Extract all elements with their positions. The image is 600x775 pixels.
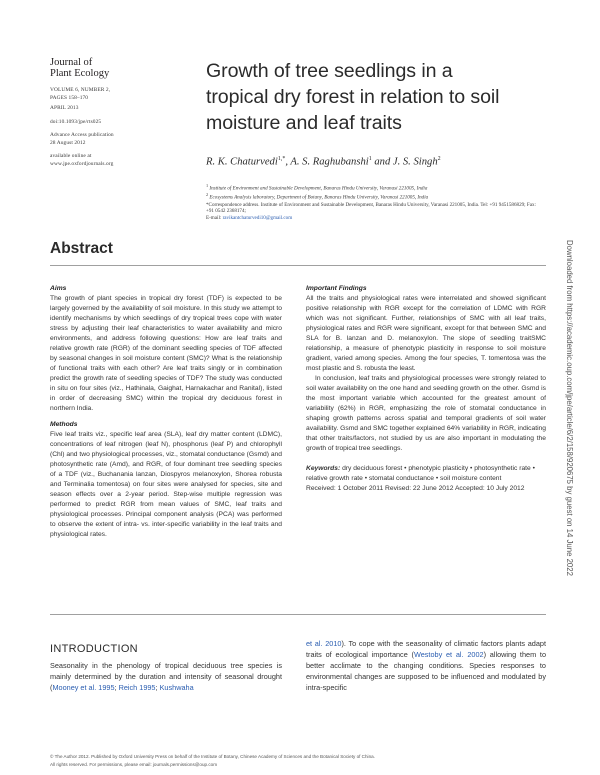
author-3: and J. S. Singh (371, 156, 438, 168)
affiliation-1-sup: 1 (206, 183, 209, 188)
advance-access-label: Advance Access publication (50, 132, 114, 138)
introduction-left (50, 660, 282, 693)
download-watermark (563, 240, 577, 620)
online-label: available online at (50, 153, 92, 159)
abstract-left-column (50, 284, 282, 540)
citation-mooney[interactable]: Mooney et al. 1995 (52, 683, 115, 692)
author-list (206, 156, 441, 168)
copyright-footer (50, 753, 550, 769)
journal-doi: doi:10.1093/jpe/rts025 (50, 118, 102, 125)
methods-text: Five leaf traits viz., specific leaf area (SLA), leaf dry matter content (LDMC), concentrations of leaf nitrogen (leaf N), phosphorus (leaf P) and chlorophyll (Chl) and two physiological processes, viz., stomatal conductance (Gsmd) and photosynthetic rate (Amd), and RGR, of four dominant tree seedling species of a TDF (viz., Buchanania lanzan, Diospyros melanoxylon, Shorea robusta and Terminalia tomentosa) on four sites were analysed for species, site and season effects over a 2-year period. Step-wise multiple regression was performed to predict RGR from mean values of SMC, leaf traits and physiological processes. Principal component analysis (PCA) was performed to observe the extent of intra- vs. inter-specific variability in the leaf traits and physiological rates. (50, 431, 282, 538)
affiliation-2-text: Ecosystems Analysis laboratory, Department of Botany, Banaras Hindu University, Varanasi 221005, India (209, 195, 429, 202)
introduction-right (306, 638, 546, 693)
journal-name-line2: Plant Ecology (50, 68, 110, 79)
author-1-sup: 1, (277, 156, 283, 162)
journal-pages: PAGES 158–170 (50, 94, 89, 101)
affiliation-2 (206, 192, 536, 201)
citation-westoby[interactable]: Westoby et al. 2002 (413, 650, 484, 659)
keywords-list: dry deciduous forest • phenotypic plasticity • photosynthetic rate • relative growth rate • stomatal conductance • soil moisture content (306, 465, 535, 482)
aims-heading: Aims (50, 285, 67, 292)
citation-separator: ; (155, 683, 160, 692)
methods-heading: Methods (50, 421, 78, 428)
intro-text: Seasonality in the phenology of tropical deciduous tree species is mainly determined by the duration and intensity of seasonal drought ( (50, 661, 282, 692)
author-3-sup: 2 (437, 156, 441, 162)
email-line (206, 215, 536, 222)
correspondence: *Correspondence address. Institute of Environment and Sustainable Development, Banaras Hindu University, Varanasi 221005, India. Tel: +91 9451586829; Fax: +91 0542 2368174; (206, 201, 536, 215)
permissions-line: All rights reserved. For permissions, please email: journals.permissions@oup.com (50, 762, 218, 767)
author-2: , A. S. Raghubanshi (285, 156, 369, 168)
author-1-star[interactable]: * (282, 156, 286, 162)
citation-kushwaha[interactable]: Kushwaha (159, 683, 194, 692)
abstract-right-column (306, 284, 546, 494)
copyright-line: © The Author 2012. Published by Oxford University Press on behalf of the Institute of Botany, Chinese Academy of Sciences and the Botanical Society of China. (50, 754, 375, 759)
affiliations (206, 183, 536, 222)
article-title: Growth of tree seedlings in a tropical dry forest in relation to soil moisture and leaf traits (206, 60, 500, 134)
affiliation-1-text: Institute of Environment and Sustainable Development, Banaras Hindu University, Varanasi 221005, India (209, 185, 428, 192)
advance-access-date: 28 August 2012 (50, 139, 86, 146)
abstract-bottom-rule (50, 614, 546, 615)
introduction-heading: INTRODUCTION (50, 643, 138, 655)
intro-right-text-2: ) allowing them to better acclimate to the changing conditions. Species responses to environmental changes are supposed to be influenced and modulated by intra-specific (306, 650, 546, 692)
keywords-label: Keywords: (306, 465, 341, 472)
article-dates: Received: 1 October 2011 Revised: 22 June 2012 Accepted: 10 July 2012 (306, 485, 525, 492)
affiliation-1 (206, 183, 536, 192)
findings-paragraph-2: In conclusion, leaf traits and physiological processes were strongly related to soil water availability on the one hand and seedling growth on the other. Gsmd is the most important variable which accounted for the greatest amount of variability (62%) in RGR, emphasizing the role of stomatal conductance in shaping growth patterns across spatial and temporal gradients of soil water availability. Gsmd and SMC together explained 64% variability in RGR, indicating that other traits/factors, not studied by us are also important in modulating the growth of tropical tree seedlings. (306, 375, 546, 452)
email-link[interactable]: ravikantchaturvedi10@gmail.com (222, 215, 293, 222)
journal-name-line1: Journal of (50, 57, 93, 68)
journal-volume: VOLUME 6, NUMBER 2, (50, 87, 111, 93)
citation-reich[interactable]: Reich 1995 (118, 683, 156, 692)
email-label: E-mail: (206, 215, 222, 222)
keywords (306, 464, 546, 484)
aims-text: The growth of plant species in tropical dry forest (TDF) is expected to be largely governed by the availability of soil moisture. In this study we attempt to identify mechanisms by which seedlings of dry tropical trees cope with water stress by adjusting their leaf characteristics to water availability and micro environments, and address following questions: How are leaf traits and relative growth rate (RGR) of the dominant seedling species of TDF affected by seasonal changes in soil moisture content (SMC)? What is the relationship of functional traits with each other? Are leaf traits singly or in combination predict the growth rate of seedling species of TDF? The study was conducted in situ on four sites (viz., Hathinala, Gaighat, Harnakachar and Ranital), listed in order of decreasing SMC) within the tropical dry deciduous forest in northern India. (50, 295, 282, 412)
affiliation-2-sup: 2 (206, 192, 209, 198)
download-watermark-text: Downloaded from https://academic.oup.com/jpe/article/6/2/158/920675 by guest on 14 June 2022 (565, 240, 574, 576)
author-2-sup: 1 (368, 156, 372, 162)
abstract-top-rule (50, 265, 546, 266)
findings-paragraph-1: All the traits and physiological rates were interrelated and showed significant positive relationship with RGR except for the correlation of LDMC with RGR which was not significant. Further, relationships of SMC with all leaf traits, physiological rates and RGR were significant, except for that between SMC and SLA for B. lanzan and D. melanoxylon. The slope of seedling traitSMC relationship, a measure of phenotypic plasticity in response to soil moisture gradient, varied among species. Among the four species, T. tomentosa was the most plastic and S. robusta the least. (306, 295, 546, 372)
online-url[interactable]: www.jpe.oxfordjournals.org (50, 160, 114, 167)
intro-right-text-1: ). To cope with the seasonality of climatic factors plants adapt traits of ecological importance ( (306, 639, 546, 659)
journal-date: APRIL 2013 (50, 105, 79, 111)
citation-separator: ; (114, 683, 119, 692)
author-1: R. K. Chaturvedi (206, 156, 278, 168)
abstract-heading: Abstract (50, 240, 113, 257)
citation-kushwaha-cont[interactable]: et al. 2010 (306, 639, 342, 648)
journal-info (50, 57, 160, 168)
findings-heading: Important Findings (306, 285, 367, 292)
